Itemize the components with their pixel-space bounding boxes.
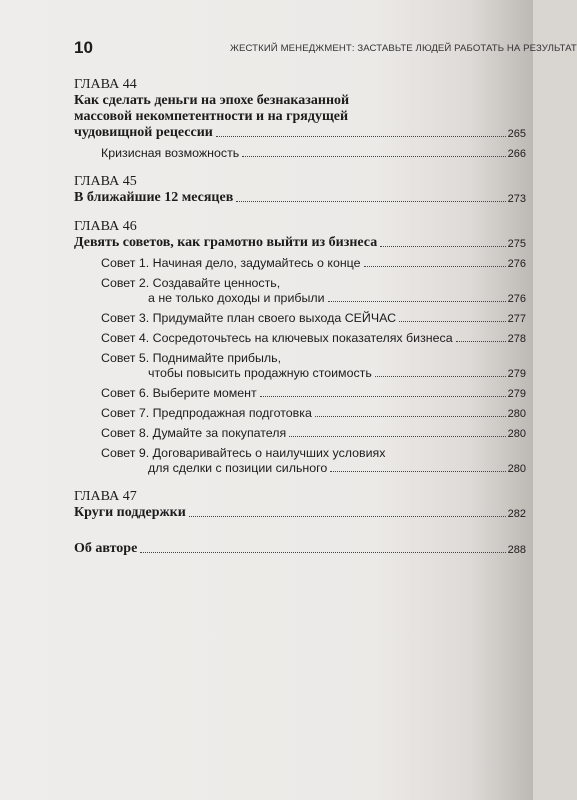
about-author-title: Об авторе bbox=[74, 541, 138, 556]
section-title-cont: чтобы повысить продажную стоимость bbox=[148, 366, 372, 380]
leader-dots bbox=[375, 376, 506, 377]
chapter-label: ГЛАВА 45 bbox=[74, 174, 137, 189]
leader-dots bbox=[328, 301, 506, 302]
leader-dots bbox=[330, 471, 505, 472]
section-title: Кризисная возможность bbox=[101, 146, 240, 160]
section-entry[interactable] bbox=[74, 146, 526, 161]
chapter-title: Круги поддержки bbox=[74, 505, 186, 520]
section-entry[interactable] bbox=[74, 386, 526, 401]
page-ref: 275 bbox=[507, 238, 526, 250]
chapter-47 bbox=[74, 488, 526, 521]
chapter-title-entry[interactable] bbox=[74, 190, 526, 206]
chapter-title-line: Как сделать деньги на эпохе безнаказанной bbox=[74, 93, 350, 108]
leader-dots bbox=[189, 516, 506, 517]
leader-dots bbox=[315, 416, 506, 417]
section-title-cont: для сделки с позиции сильного bbox=[148, 461, 328, 475]
section-entry[interactable] bbox=[74, 426, 526, 441]
section-title: Совет 6. Выберите момент bbox=[101, 386, 257, 400]
section-title: Совет 1. Начиная дело, задумайтесь о конце bbox=[101, 256, 361, 270]
page-ref: 279 bbox=[507, 368, 526, 380]
section-entry[interactable] bbox=[74, 446, 526, 476]
leader-dots bbox=[242, 156, 505, 157]
page-ref: 276 bbox=[507, 258, 526, 270]
page-ref: 277 bbox=[507, 313, 526, 325]
section-entry[interactable] bbox=[74, 276, 526, 306]
page-ref: 288 bbox=[507, 544, 526, 556]
chapter-title-entry[interactable] bbox=[74, 505, 526, 521]
page-ref: 278 bbox=[507, 333, 526, 345]
page-ref: 276 bbox=[507, 293, 526, 305]
section-title: Совет 8. Думайте за покупателя bbox=[101, 426, 287, 440]
section-title: Совет 3. Придумайте план своего выхода СЕЙЧАС bbox=[101, 311, 397, 325]
page-ref: 280 bbox=[507, 463, 526, 475]
about-author-entry[interactable] bbox=[74, 541, 526, 557]
leader-dots bbox=[216, 136, 506, 137]
chapter-title-entry[interactable] bbox=[74, 93, 526, 141]
running-title: ЖЕСТКИЙ МЕНЕДЖМЕНТ: ЗАСТАВЬТЕ ЛЮДЕЙ РАБОТАТЬ НА РЕЗУЛЬТАТ bbox=[230, 43, 577, 54]
page-number: 10 bbox=[74, 38, 93, 57]
section-entry[interactable] bbox=[74, 331, 526, 346]
page-ref: 273 bbox=[507, 193, 526, 205]
chapter-title-line: массовой некомпетентности и на грядущей bbox=[74, 109, 349, 124]
page-ref: 279 bbox=[507, 388, 526, 400]
section-title: Совет 7. Предпродажная подготовка bbox=[101, 406, 312, 420]
chapter-45 bbox=[74, 173, 526, 206]
chapter-title-line: чудовищной рецессии bbox=[74, 125, 213, 140]
page-ref: 265 bbox=[507, 128, 526, 140]
chapter-44 bbox=[74, 76, 526, 161]
section-entry[interactable] bbox=[74, 406, 526, 421]
leader-dots bbox=[140, 552, 505, 553]
chapter-title: Девять советов, как грамотно выйти из бизнеса bbox=[74, 235, 378, 250]
leader-dots bbox=[364, 266, 506, 267]
leader-dots bbox=[399, 321, 506, 322]
section-entry[interactable] bbox=[74, 351, 526, 381]
about-author bbox=[74, 541, 526, 557]
chapter-label: ГЛАВА 46 bbox=[74, 219, 137, 234]
section-title: Совет 4. Сосредоточьтесь на ключевых показателях бизнеса bbox=[101, 331, 453, 345]
leader-dots bbox=[380, 246, 505, 247]
section-title: Совет 9. Договаривайтесь о наилучших условиях bbox=[101, 446, 386, 460]
page-ref: 266 bbox=[507, 148, 526, 160]
page-header bbox=[74, 38, 577, 58]
page-ref: 280 bbox=[507, 408, 526, 420]
page-ref: 280 bbox=[507, 428, 526, 440]
chapter-label: ГЛАВА 44 bbox=[74, 77, 137, 92]
section-title: Совет 5. Поднимайте прибыль, bbox=[101, 351, 282, 365]
section-title: Совет 2. Создавайте ценность, bbox=[101, 276, 281, 290]
chapter-title-entry[interactable] bbox=[74, 235, 526, 251]
leader-dots bbox=[260, 396, 506, 397]
leader-dots bbox=[289, 436, 505, 437]
chapter-label: ГЛАВА 47 bbox=[74, 489, 137, 504]
table-of-contents bbox=[74, 76, 526, 569]
section-title-cont: а не только доходы и прибыли bbox=[148, 291, 325, 305]
section-entry[interactable] bbox=[74, 311, 526, 326]
leader-dots bbox=[456, 341, 506, 342]
chapter-title: В ближайшие 12 месяцев bbox=[74, 190, 234, 205]
leader-dots bbox=[236, 201, 505, 202]
section-entry[interactable] bbox=[74, 256, 526, 271]
page-ref: 282 bbox=[507, 508, 526, 520]
chapter-46 bbox=[74, 218, 526, 476]
